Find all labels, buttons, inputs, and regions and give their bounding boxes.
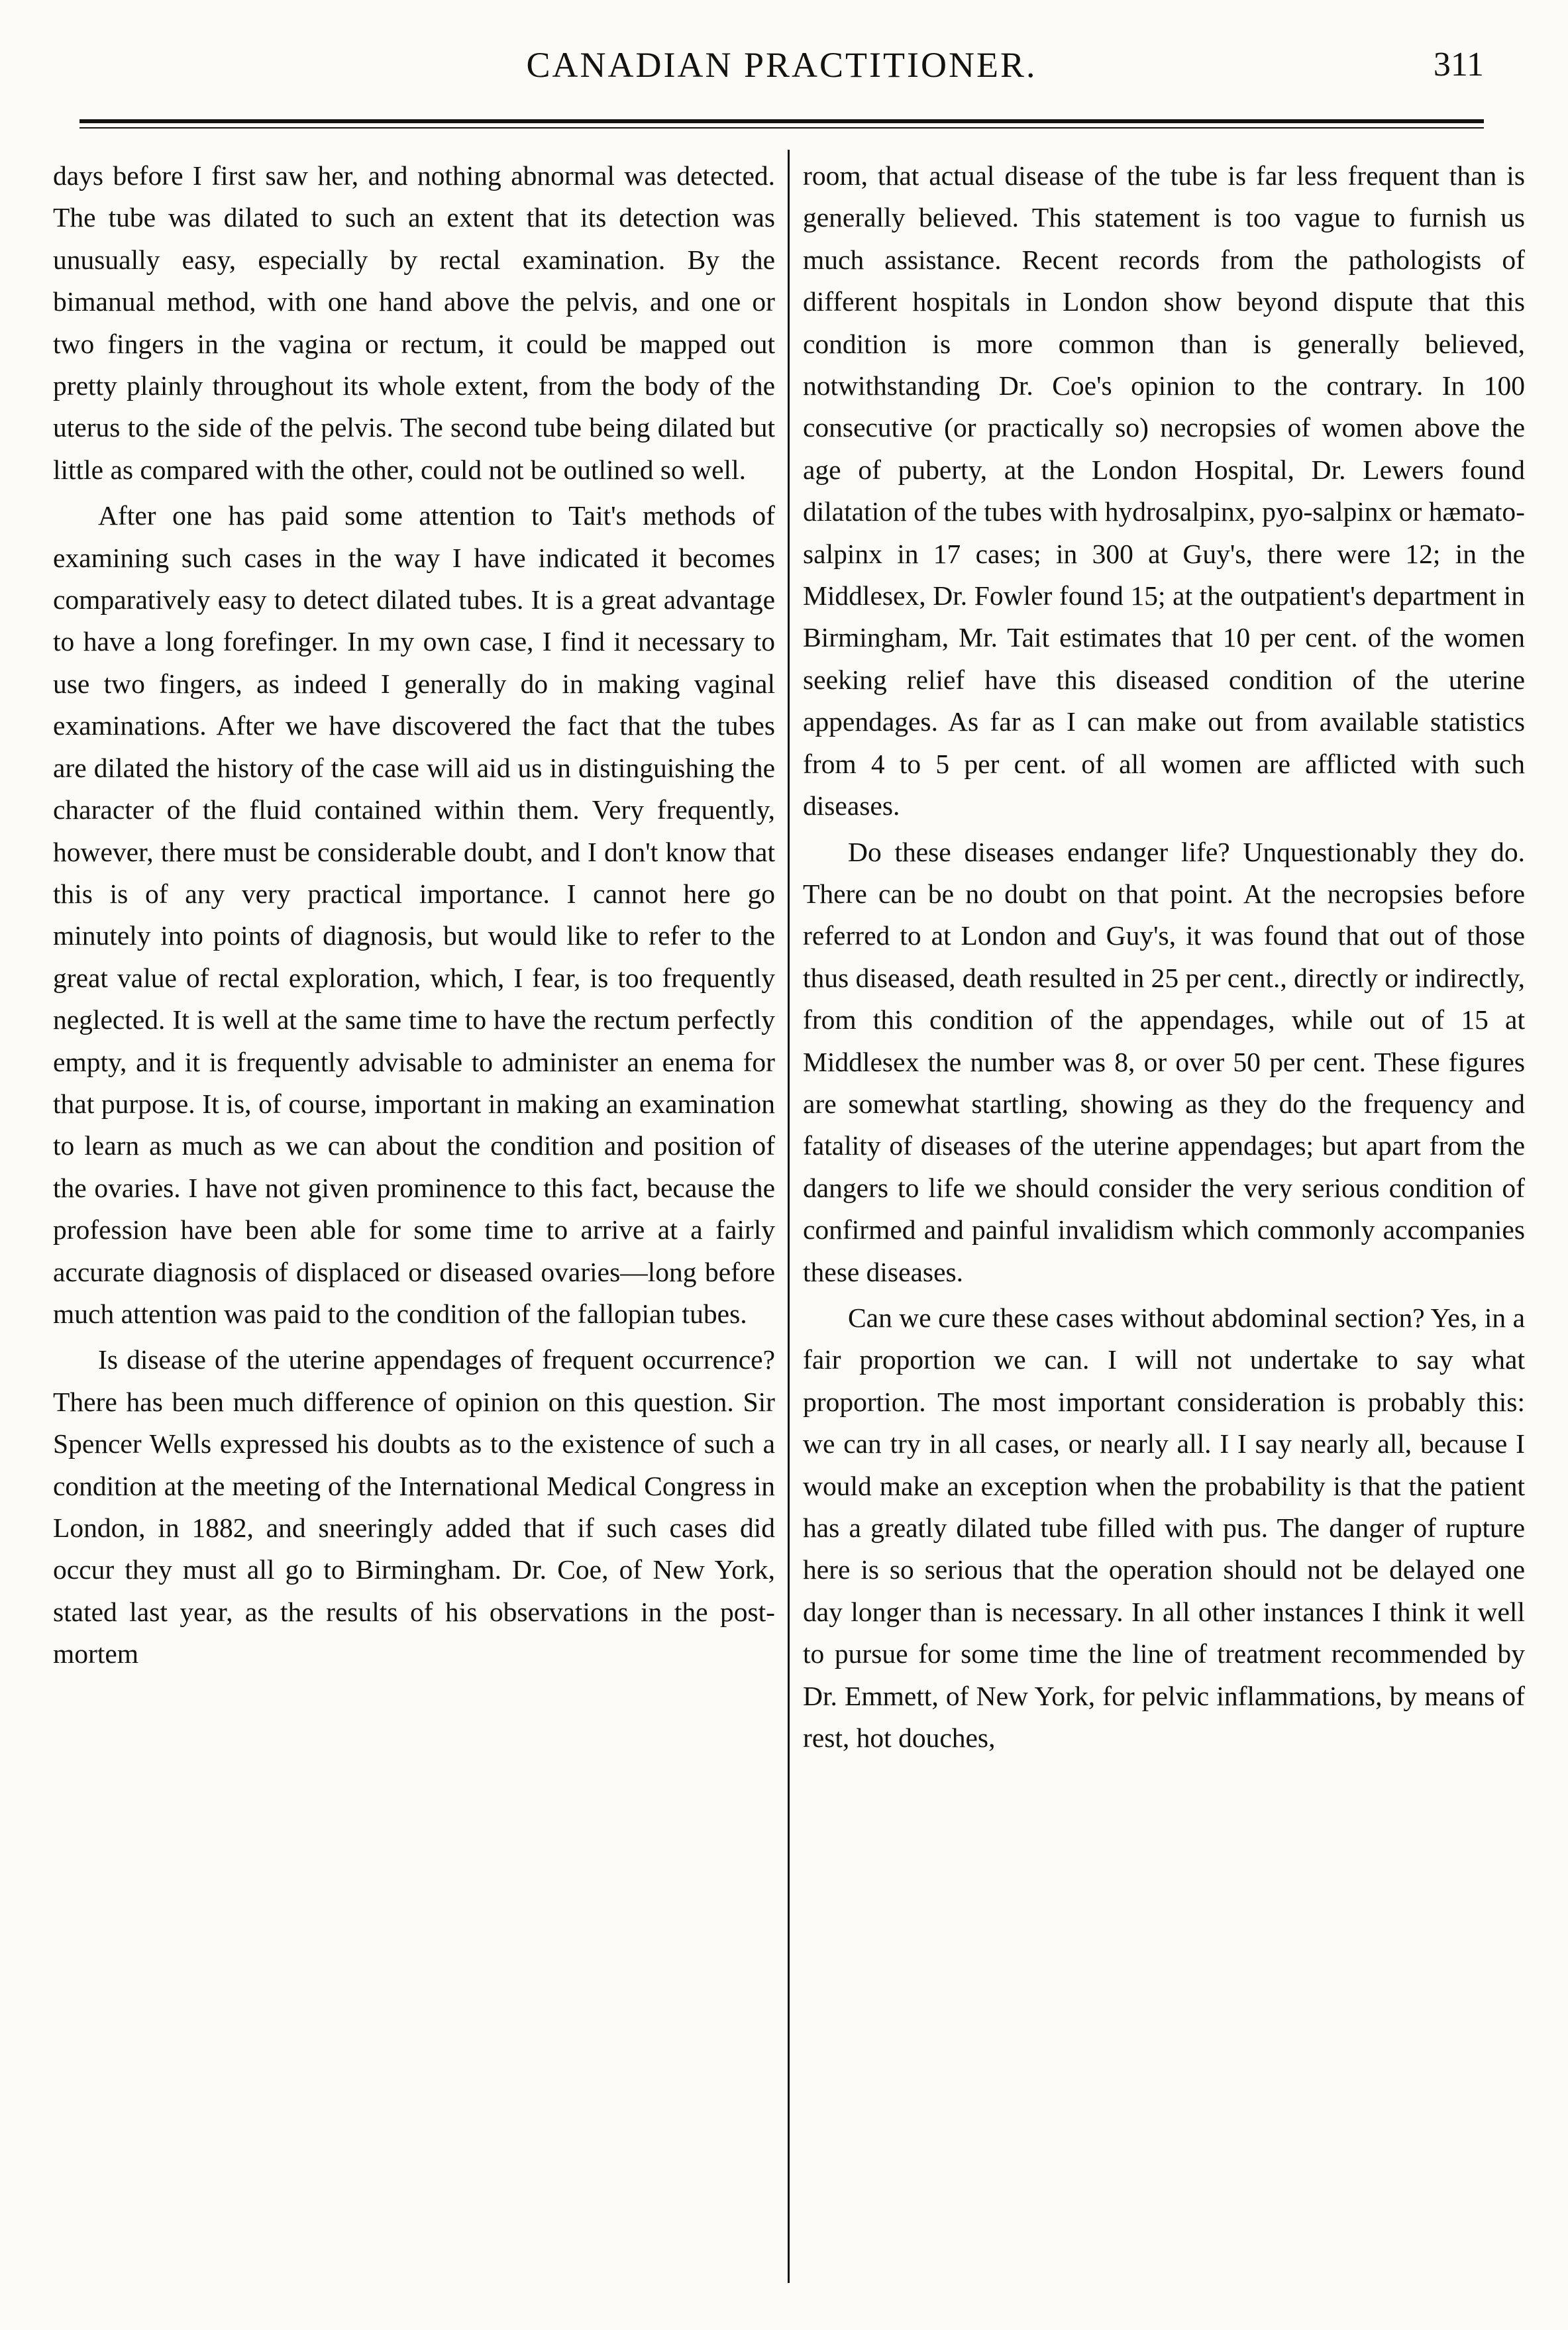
right-column — [803, 155, 1525, 2282]
paragraph: room, that actual disease of the tube is far less frequent than is generally believed. This statement is too vague to furnish us much assistance. Recent records from the pathologists of different hospitals in London show beyond dispute that this condition is more common than is generally believed, notwithstanding Dr. Coe's opinion to the contrary. In 100 consecutive (or practically so) necropsies of women above the age of puberty, at the London Hospital, Dr. Lewers found dilatation of the tubes with hydrosalpinx, pyo-salpinx or hæmato-salpinx in 17 cases; in 300 at Guy's, there were 12; in the Middlesex, Dr. Fowler found 15; at the outpatient's department in Birmingham, Mr. Tait estimates that 10 per cent. of the women seeking relief have this diseased condition of the uterine appendages. As far as I can make out from available statistics from 4 to 5 per cent. of all women are afflicted with such diseases. — [803, 160, 1525, 821]
paragraph: Can we cure these cases without abdominal section? Yes, in a fair proportion we can. I will not undertake to say what proportion. The most important consideration is probably this: we can try in all cases, or nearly all. I I say nearly all, because I would make an exception when the probability is that the patient has a greatly dilated tube filled with pus. The danger of rupture here is so serious that the operation should not be delayed one day longer than is necessary. In all other instances I think it well to pursue for some time the line of treatment recommended by Dr. Emmett, of New York, for pelvic inflammations, by means of rest, hot douches, — [803, 1302, 1525, 1754]
column-divider — [788, 150, 790, 2283]
header-rule-thin — [79, 127, 1484, 129]
paragraph: Do these diseases endanger life? Unquestionably they do. There can be no doubt on that point. At the necropsies before referred to at London and Guy's, it was found that out of those thus diseased, death resulted in 25 per cent., directly or indirectly, from this condition of the appendages, while out of 15 at Middlesex the number was 8, or over 50 per cent. These figures are somewhat startling, showing as they do the frequency and fatality of diseases of the uterine appendages; but apart from the dangers to life we should consider the very serious condition of confirmed and painful invalidism which commonly accompanies these diseases. — [803, 836, 1525, 1287]
page-header — [79, 38, 1484, 91]
page-number: 311 — [1433, 46, 1484, 83]
left-column — [53, 155, 775, 2282]
paragraph: After one has paid some attention to Tait's methods of examining such cases in the way I have indicated it becomes comparatively easy to detect dilated tubes. It is a great advantage to have a long forefinger. In my own case, I find it necessary to use two fingers, as indeed I generally do in making vaginal examinations. After we have discovered the fact that the tubes are dilated the history of the case will aid us in distinguishing the character of the fluid contained within them. Very frequently, however, there must be considerable doubt, and I don't know that this is of any very practical importance. I cannot here go minutely into points of diagnosis, but would like to refer to the great value of rectal exploration, which, I fear, is too frequently neglected. It is well at the same time to have the rectum perfectly empty, and it is frequently advisable to administer an enema for that purpose. It is, of course, important in making an examination to learn as much as we can about the condition and position of the ovaries. I have not given prominence to this fact, because the profession have been able for some time to arrive at a fairly accurate diagnosis of displaced or diseased ovaries—long before much attention was paid to the condition of the fallopian tubes. — [53, 500, 775, 1329]
paragraph: Is disease of the uterine appendages of frequent occurrence? There has been much difference of opinion on this question. Sir Spencer Wells expressed his doubts as to the existence of such a condition at the meeting of the International Medical Congress in London, in 1882, and sneeringly added that if such cases did occur they must all go to Birmingham. Dr. Coe, of New York, stated last year, as the results of his observations in the post-mortem — [53, 1344, 775, 1669]
paragraph: days before I first saw her, and nothing abnormal was detected. The tube was dilated to such an extent that its detection was unusually easy, especially by rectal examination. By the bimanual method, with one hand above the pelvis, and one or two fingers in the vagina or rectum, it could be mapped out pretty plainly throughout its whole extent, from the body of the uterus to the side of the pelvis. The second tube being dilated but little as compared with the other, could not be outlined so well. — [53, 160, 775, 485]
header-rule-thick — [79, 119, 1484, 123]
running-title: CANADIAN PRACTITIONER. — [526, 45, 1037, 85]
